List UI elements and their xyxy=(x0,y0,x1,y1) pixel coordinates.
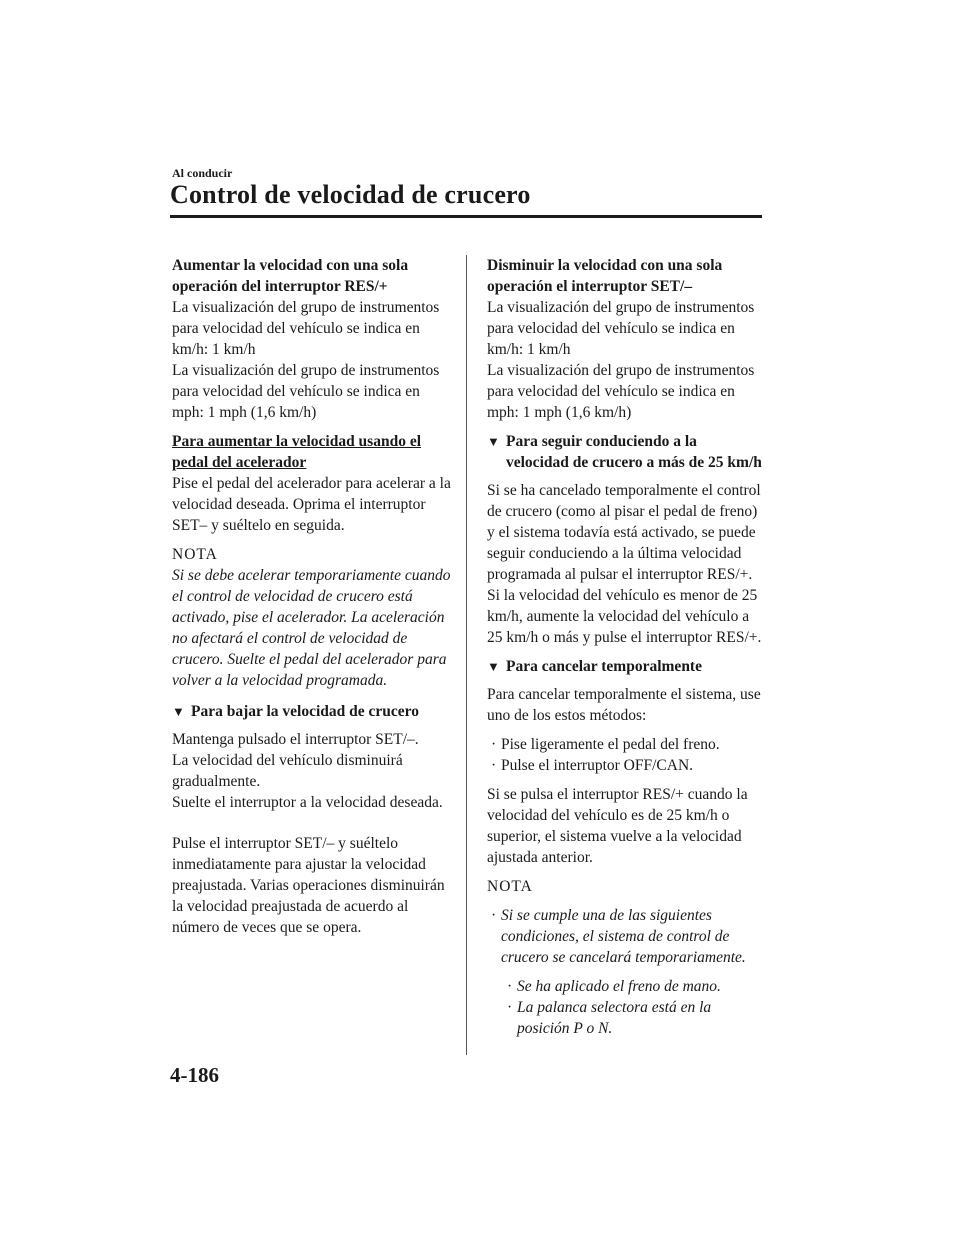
paragraph-accelerator: Pise el pedal del acelerador para acelerar a la velocidad deseada. Oprima el interruptor SET– y suéltelo en seguida. xyxy=(172,475,451,534)
heading-lower-speed-label: Para bajar la velocidad de crucero xyxy=(191,703,420,720)
nota-text: Si se debe acelerar temporariamente cuando el control de velocidad de crucero está activado, pise el acelerador. La aceleración no afectará el control de velocidad de crucero. Suelte el pedal del acelerador para volver a la velocidad programada. xyxy=(172,567,451,689)
list-item: · Se ha aplicado el freno de mano. xyxy=(507,978,721,995)
page-title: Control de velocidad de crucero xyxy=(170,180,531,209)
nota-label: NOTA xyxy=(487,878,533,895)
paragraph-lower-2: La velocidad del vehículo disminuirá gradualmente. xyxy=(172,752,403,790)
page-number: 4-186 xyxy=(170,1063,219,1087)
heading-continue-driving xyxy=(487,431,762,473)
list-item: · Pise ligeramente el pedal del freno. xyxy=(491,736,720,753)
paragraph-lower-3: Suelte el interruptor a la velocidad deseada. xyxy=(172,794,443,811)
column-divider xyxy=(466,255,467,1055)
paragraph-decrease-kmh: La visualización del grupo de instrumentos para velocidad del vehículo se indica en km/h: 1 km/h xyxy=(487,299,755,358)
list-item: · Si se cumple una de las siguientes condiciones, el sistema de control de crucero se cancelará temporariamente. xyxy=(491,907,746,966)
bullet-icon: · xyxy=(491,907,497,924)
nota-list xyxy=(487,905,762,968)
paragraph-lower-4: Pulse el interruptor SET/– y suéltelo inmediatamente para ajustar la velocidad preajustada. Varias operaciones disminuirán la velocidad preajustada de acuerdo al número de veces que se opera. xyxy=(172,835,445,936)
triangle-marker-icon: ▼ xyxy=(487,659,500,674)
paragraph-decrease-mph: La visualización del grupo de instrumentos para velocidad del vehículo se indica en mph: 1 mph (1,6 km/h) xyxy=(487,362,755,421)
triangle-marker-icon: ▼ xyxy=(172,704,185,719)
heading-cancel-temporarily xyxy=(487,656,762,677)
paragraph-lower-1: Mantenga pulsado el interruptor SET/–. xyxy=(172,731,419,748)
heading-lower-speed xyxy=(172,701,454,722)
paragraph-continue-2: Si la velocidad del vehículo es menor de 25 km/h, aumente la velocidad del vehículo a 25 km/h o más y pulse el interruptor RES/+. xyxy=(487,587,762,646)
paragraph-increase-mph: La visualización del grupo de instrumentos para velocidad del vehículo se indica en mph: 1 mph (1,6 km/h) xyxy=(172,362,440,421)
paragraph-continue-1: Si se ha cancelado temporalmente el control de crucero (como al pisar el pedal de freno) y el sistema todavía está activado, se puede seguir conduciendo a la última velocidad programada al pulsar el interruptor RES/+. xyxy=(487,482,761,583)
heading-cancel-temporarily-label: Para cancelar temporalmente xyxy=(506,658,702,675)
title-rule xyxy=(170,215,762,218)
section-label: Al conducir xyxy=(172,166,233,180)
heading-increase-res: Aumentar la velocidad con una sola operación del interruptor RES/+ xyxy=(172,257,409,295)
paragraph-cancel-res: Si se pulsa el interruptor RES/+ cuando la velocidad del vehículo es de 25 km/h o superior, el sistema vuelve a la velocidad ajustada anterior. xyxy=(487,786,748,866)
triangle-marker-icon: ▼ xyxy=(487,434,500,449)
list-item: · La palanca selectora está en la posición P o N. xyxy=(507,999,712,1037)
nota-label: NOTA xyxy=(172,546,218,563)
heading-decrease-set: Disminuir la velocidad con una sola operación el interruptor SET/– xyxy=(487,257,723,295)
paragraph-cancel-intro: Para cancelar temporalmente el sistema, use uno de los estos métodos: xyxy=(487,686,761,724)
bullet-icon: · xyxy=(491,736,497,753)
heading-continue-driving-label: Para seguir conduciendo a la velocidad de crucero a más de 25 km/h xyxy=(506,433,762,471)
bullet-icon: · xyxy=(507,999,513,1016)
right-column xyxy=(487,255,762,1047)
heading-accelerator: Para aumentar la velocidad usando el pedal del acelerador xyxy=(172,433,422,471)
paragraph-increase-kmh: La visualización del grupo de instrumentos para velocidad del vehículo se indica en km/h: 1 km/h xyxy=(172,299,440,358)
list-item: · Pulse el interruptor OFF/CAN. xyxy=(491,757,694,774)
left-column xyxy=(172,255,454,938)
nota-sub-list xyxy=(503,976,762,1039)
cancel-methods-list xyxy=(487,734,762,776)
bullet-icon: · xyxy=(507,978,513,995)
bullet-icon: · xyxy=(491,757,497,774)
